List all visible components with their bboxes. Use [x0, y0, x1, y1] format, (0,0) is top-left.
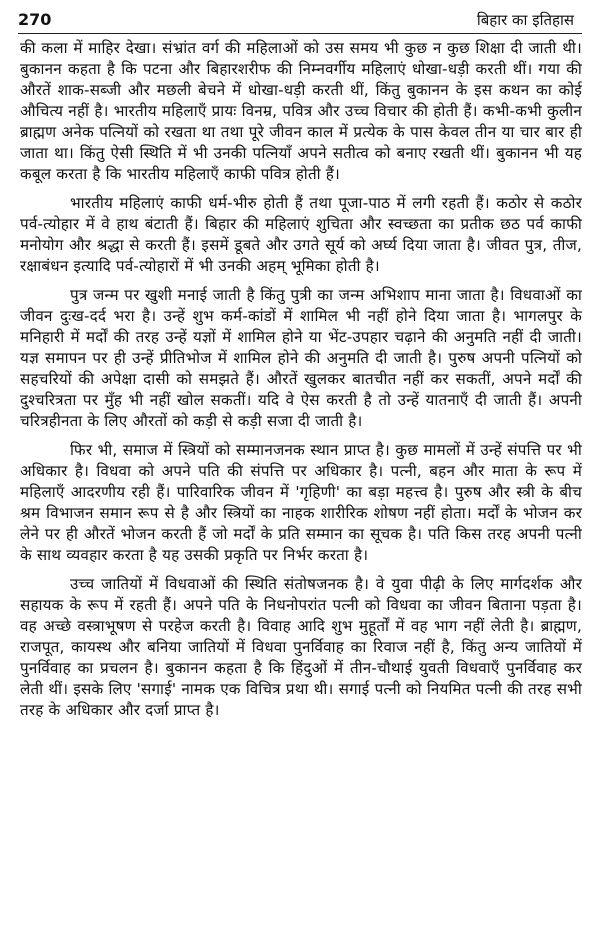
paragraph: भारतीय महिलाएं काफी धर्म-भीरु होती हैं तथा पूजा-पाठ में लगी रहती हैं। कठोर से कठोर पर्व-त्योहार में वे हाथ बंटाती हैं। बिहार की महिलाएं शुचिता और स्वच्छता का प्रतीक छठ पर्व काफी मनोयोग और श्रद्धा से करती हैं। इसमें डूबते और उगते सूर्य को अर्घ्य दिया जाता है। जीवत पुत्र, तीज, रक्षाबंधन इत्यादि पर्व-त्योहारों में भी उनकी अहम् भूमिका होती है। [20, 194, 582, 275]
page-number: 270 [18, 10, 52, 29]
paragraph: फिर भी, समाज में स्त्रियों को सम्मानजनक स्थान प्राप्त है। कुछ मामलों में उन्हें संपत्ति पर भी अधिकार है। विधवा को अपने पति की संपत्ति पर अधिकार है। पत्नी, बहन और माता के रूप में महिलाएँ आदरणीय रही हैं। पारिवारिक जीवन में 'गृहिणी' का बड़ा महत्त्व है। पुरुष और स्त्री के बीच श्रम विभाजन समान रूप से है और स्त्रियों का नाहक शारीरिक शोषण नहीं होता। मर्दों के भोजन कर लेने पर ही औरतें भोजन करती हैं जो मर्दों के प्रति सम्मान का सूचक है। पति किस तरह अपनी पत्नी के साथ व्यवहार करता है यह उसकी प्रकृति पर निर्भर करता है। [20, 441, 582, 564]
paragraph-continued: की कला में माहिर देखा। संभ्रांत वर्ग की महिलाओं को उस समय भी कुछ न कुछ शिक्षा दी जाती थी। बुकानन कहता है कि पटना और बिहारशरीफ की निम्नवर्गीय महिलाएं धोखा-धड़ी करती थीं। गया की औरतें शाक-सब्जी और मछली बेचने में धोखा-धड़ी करती थीं, किंतु बुकानन के इस कथन का कोई औचित्य नहीं है। भारतीय महिलाएँ प्रायः विनम्र, पवित्र और उच्च विचार की होती हैं। कभी-कभी कुलीन ब्राह्मण अनेक पत्नियों को रखता था तथा पूरे जीवन काल में प्रत्येक के पास केवल तीन या चार बार ही जाता था। किंतु ऐसी स्थिति में भी उनकी पत्नियाँ अपने सतीत्व को बनाए रखती थीं। बुकानन भी यह कबूल करता है कि भारतीय महिलाएँ काफी पवित्र होती हैं। [20, 39, 582, 183]
paragraph: उच्च जातियों में विधवाओं की स्थिति संतोषजनक है। वे युवा पीढ़ी के लिए मार्गदर्शक और सहायक के रूप में रहती हैं। अपने पति के निधनोपरांत पत्नी को विधवा का जीवन बिताना पड़ता है। वह अच्छे वस्त्राभूषण से परहेज करती है। विवाह आदि शुभ मुहूर्तों में वह भाग नहीं लेती है। ब्राह्मण, राजपूत, कायस्थ और बनिया जातियों में विधवा पुनर्विवाह का रिवाज नहीं है, किंतु अन्य जातियों में पुनर्विवाह का प्रचलन है। बुकानन कहता है कि हिंदुओं में तीन-चौथाई युवती विधवाएँ पुनर्विवाह कर लेती थीं। इसके लिए 'सगाई' नामक एक विचित्र प्रथा थी। सगाई पत्नी को नियमित पत्नी की तरह सभी तरह के अधिकार और दर्जा प्राप्त है। [20, 575, 582, 719]
running-title: बिहार का इतिहास [476, 11, 574, 29]
header-rule [18, 33, 582, 34]
paragraph: पुत्र जन्म पर खुशी मनाई जाती है किंतु पुत्री का जन्म अभिशाप माना जाता है। विधवाओं का जीवन दुःख-दर्द भरा है। उन्हें शुभ कर्म-कांडों में शामिल भी नहीं होने दिया जाता है। भागलपुर के मनिहारी में मर्दों की तरह उन्हें यज्ञों में शामिल होने या भेंट-उपहार चढ़ाने की अनुमति नहीं दी जाती। यज्ञ समापन पर ही उन्हें प्रीतिभोज में शामिल होने की अनुमति दी जाती है। पुरुष अपनी पत्नियों को सहचरियों की अपेक्षा दासी को समझते हैं। औरतें खुलकर बातचीत नहीं कर सकतीं, अपने मर्दों की दुश्चरित्रता पर मुँह भी नहीं खोल सकतीं। यदि वे ऐस करती है तो उन्हें यातनाएँ दी जाती हैं। अपनी चरित्रहीनता के लिए औरतों को कड़ी से कड़ी सजा दी जाती है। [20, 286, 582, 430]
body-text [20, 38, 582, 729]
page-header [18, 10, 582, 32]
